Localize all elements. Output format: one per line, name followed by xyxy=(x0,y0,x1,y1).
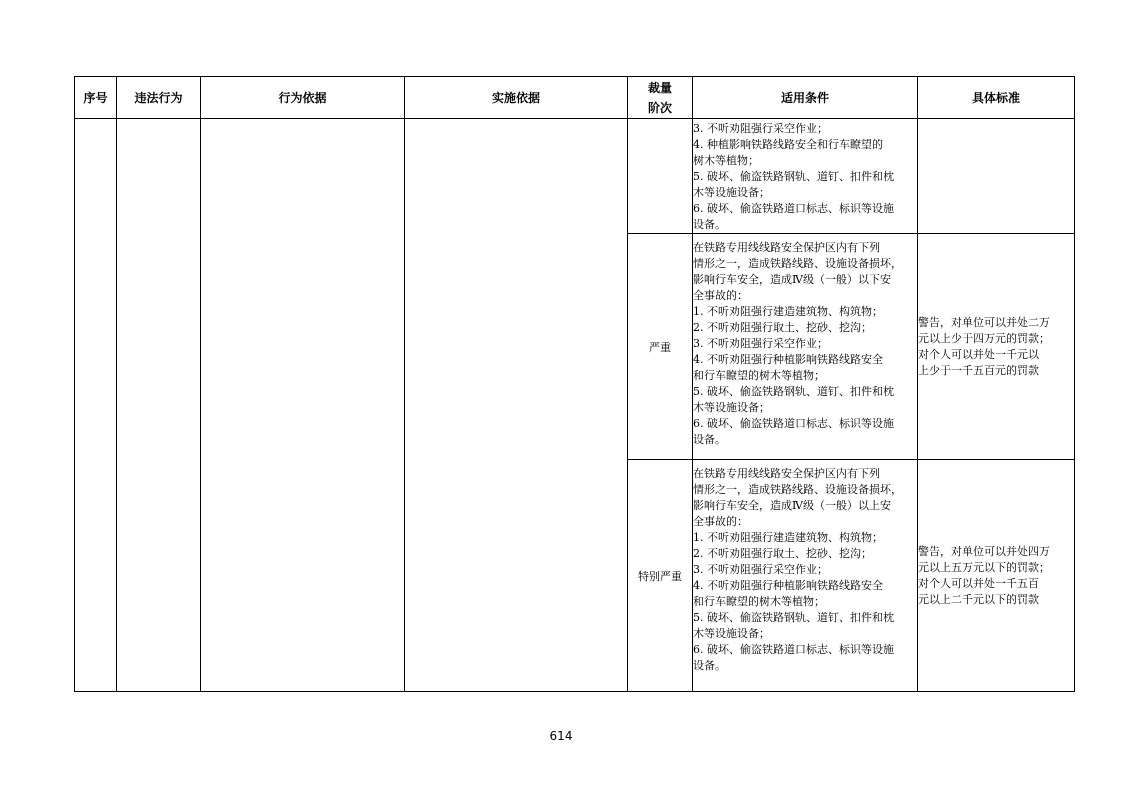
condition-line: 2. 不听劝阻强行取土、挖砂、挖沟； xyxy=(693,321,872,334)
condition-line: 设备。 xyxy=(693,433,726,446)
condition-line: 4. 种植影响铁路线路安全和行车瞭望的 xyxy=(693,138,883,151)
standard-line: 元以上二千元以下的罚款 xyxy=(918,592,1039,606)
condition-line: 木等设施设备； xyxy=(693,186,770,199)
condition-line: 情形之一，造成铁路线路、设施设备损坏， xyxy=(693,483,902,496)
condition-line: 全事故的： xyxy=(693,515,748,528)
level-cell: 严重 xyxy=(628,234,693,460)
condition-line: 1. 不听劝阻强行建造建筑物、构筑物； xyxy=(693,305,883,318)
level-cell: 特别严重 xyxy=(628,460,693,692)
header-level-line2: 阶次 xyxy=(647,100,672,115)
standard-cell xyxy=(918,460,1075,692)
condition-line: 1. 不听劝阻强行建造建筑物、构筑物； xyxy=(693,531,883,544)
page-number: 614 xyxy=(549,729,573,743)
condition-line: 5. 破坏、偷盗铁路钢轨、道钉、扣件和枕 xyxy=(693,611,894,624)
header-basis: 行为依据 xyxy=(201,77,405,119)
condition-line: 3. 不听劝阻强行采空作业； xyxy=(693,563,828,576)
conditions-cell xyxy=(693,119,918,234)
header-row xyxy=(75,77,1075,119)
condition-line: 全事故的： xyxy=(693,289,748,302)
header-standard: 具体标准 xyxy=(918,77,1075,119)
condition-line: 6. 破坏、偷盗铁路道口标志、标识等设施 xyxy=(693,202,894,215)
condition-line: 情形之一，造成铁路线路、设施设备损坏， xyxy=(693,257,902,270)
condition-line: 2. 不听劝阻强行取土、挖砂、挖沟； xyxy=(693,547,872,560)
condition-line: 4. 不听劝阻强行种植影响铁路线路安全 xyxy=(693,353,883,366)
condition-line: 4. 不听劝阻强行种植影响铁路线路安全 xyxy=(693,579,883,592)
standard-cell xyxy=(918,234,1075,460)
standard-line: 上少于一千五百元的罚款 xyxy=(918,363,1039,377)
condition-line: 和行车瞭望的树木等植物； xyxy=(693,595,825,608)
condition-line: 6. 破坏、偷盗铁路道口标志、标识等设施 xyxy=(693,417,894,430)
condition-line: 3. 不听劝阻强行采空作业； xyxy=(693,122,828,135)
condition-line: 6. 破坏、偷盗铁路道口标志、标识等设施 xyxy=(693,643,894,656)
condition-line: 木等设施设备； xyxy=(693,627,770,640)
header-conditions: 适用条件 xyxy=(693,77,918,119)
header-level-line1: 裁量 xyxy=(647,80,672,95)
header-implementation: 实施依据 xyxy=(405,77,628,119)
condition-line: 设备。 xyxy=(693,218,726,231)
condition-line: 在铁路专用线线路安全保护区内有下列 xyxy=(693,241,880,254)
standard-line: 对个人可以并处一千五百 xyxy=(918,576,1039,590)
penalty-table xyxy=(74,76,1075,692)
standard-line: 对个人可以并处一千元以 xyxy=(918,347,1039,361)
condition-line: 3. 不听劝阻强行采空作业； xyxy=(693,337,828,350)
header-seq: 序号 xyxy=(75,77,117,119)
condition-line: 5. 破坏、偷盗铁路钢轨、道钉、扣件和枕 xyxy=(693,385,894,398)
seq-cell xyxy=(75,119,117,692)
condition-line: 设备。 xyxy=(693,659,726,672)
condition-line: 木等设施设备； xyxy=(693,401,770,414)
condition-line: 5. 破坏、偷盗铁路钢轨、道钉、扣件和枕 xyxy=(693,170,894,183)
conditions-cell xyxy=(693,460,918,692)
conditions-cell xyxy=(693,234,918,460)
implementation-cell xyxy=(405,119,628,692)
header-level xyxy=(628,77,693,119)
standard-line: 元以上少于四万元的罚款； xyxy=(918,331,1050,345)
condition-line: 影响行车安全，造成Ⅳ级（一般）以上安 xyxy=(693,499,891,512)
standard-line: 元以上五万元以下的罚款； xyxy=(918,560,1050,574)
header-violation: 违法行为 xyxy=(117,77,201,119)
standard-line: 警告，对单位可以并处四万 xyxy=(918,544,1050,558)
table-row xyxy=(75,119,1075,234)
violation-cell xyxy=(117,119,201,692)
standard-line: 警告，对单位可以并处二万 xyxy=(918,315,1050,329)
condition-line: 树木等植物； xyxy=(693,154,759,167)
standard-cell xyxy=(918,119,1075,234)
level-cell xyxy=(628,119,693,234)
basis-cell xyxy=(201,119,405,692)
condition-line: 影响行车安全，造成Ⅳ级（一般）以下安 xyxy=(693,273,891,286)
condition-line: 在铁路专用线线路安全保护区内有下列 xyxy=(693,467,880,480)
condition-line: 和行车瞭望的树木等植物； xyxy=(693,369,825,382)
